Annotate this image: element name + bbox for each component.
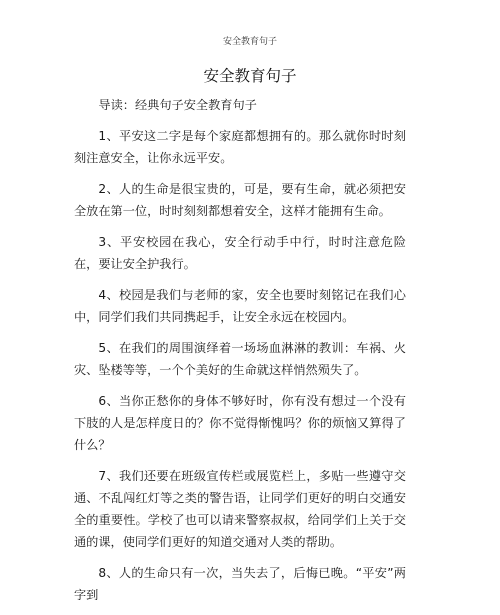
paragraph-3: 3、平安校园在我心，安全行动手中行，时时注意危险在，要让安全护我行。	[74, 235, 406, 271]
document-title: 安全教育句子	[203, 67, 297, 85]
intro-paragraph: 导读：经典句子安全教育句子	[98, 98, 257, 112]
document-body	[74, 94, 406, 615]
paragraph-6: 6、当你正愁你的身体不够好时，你有没有想过一个没有下肢的人是怎样度日的？你不觉得惭愧吗？你的烦恼又算得了什么？	[74, 394, 406, 452]
paragraph-8: 8、人的生命只有一次，当失去了，后悔已晚。“平安”两字到	[74, 566, 406, 602]
paragraph-2: 2、人的生命是很宝贵的，可是，要有生命，就必须把安全放在第一位，时时刻刻都想着安全，这样才能拥有生命。	[74, 182, 406, 218]
paragraph-7: 7、我们还要在班级宣传栏或展览栏上，多贴一些遵守交通、不乱闯红灯等之类的警告语，让同学们更好的明白交通安全的重要性。学校了也可以请来警察叔叔，给同学们上关于交通的课，使同学们更好的知道交通对人类的帮助。	[74, 469, 406, 549]
paragraph-5: 5、在我们的周围演绎着一场场血淋淋的教训：车祸、火灾、坠楼等等，一个个美好的生命就这样悄然殒失了。	[74, 341, 406, 377]
paragraph-4: 4、校园是我们与老师的家，安全也要时刻铭记在我们心中，同学们我们共同携起手，让安全永远在校园内。	[74, 288, 406, 324]
paragraph-1: 1、平安这二字是每个家庭都想拥有的。那么就你时时刻刻注意安全，让你永远平安。	[74, 129, 406, 165]
running-header: 安全教育句子	[222, 37, 277, 47]
